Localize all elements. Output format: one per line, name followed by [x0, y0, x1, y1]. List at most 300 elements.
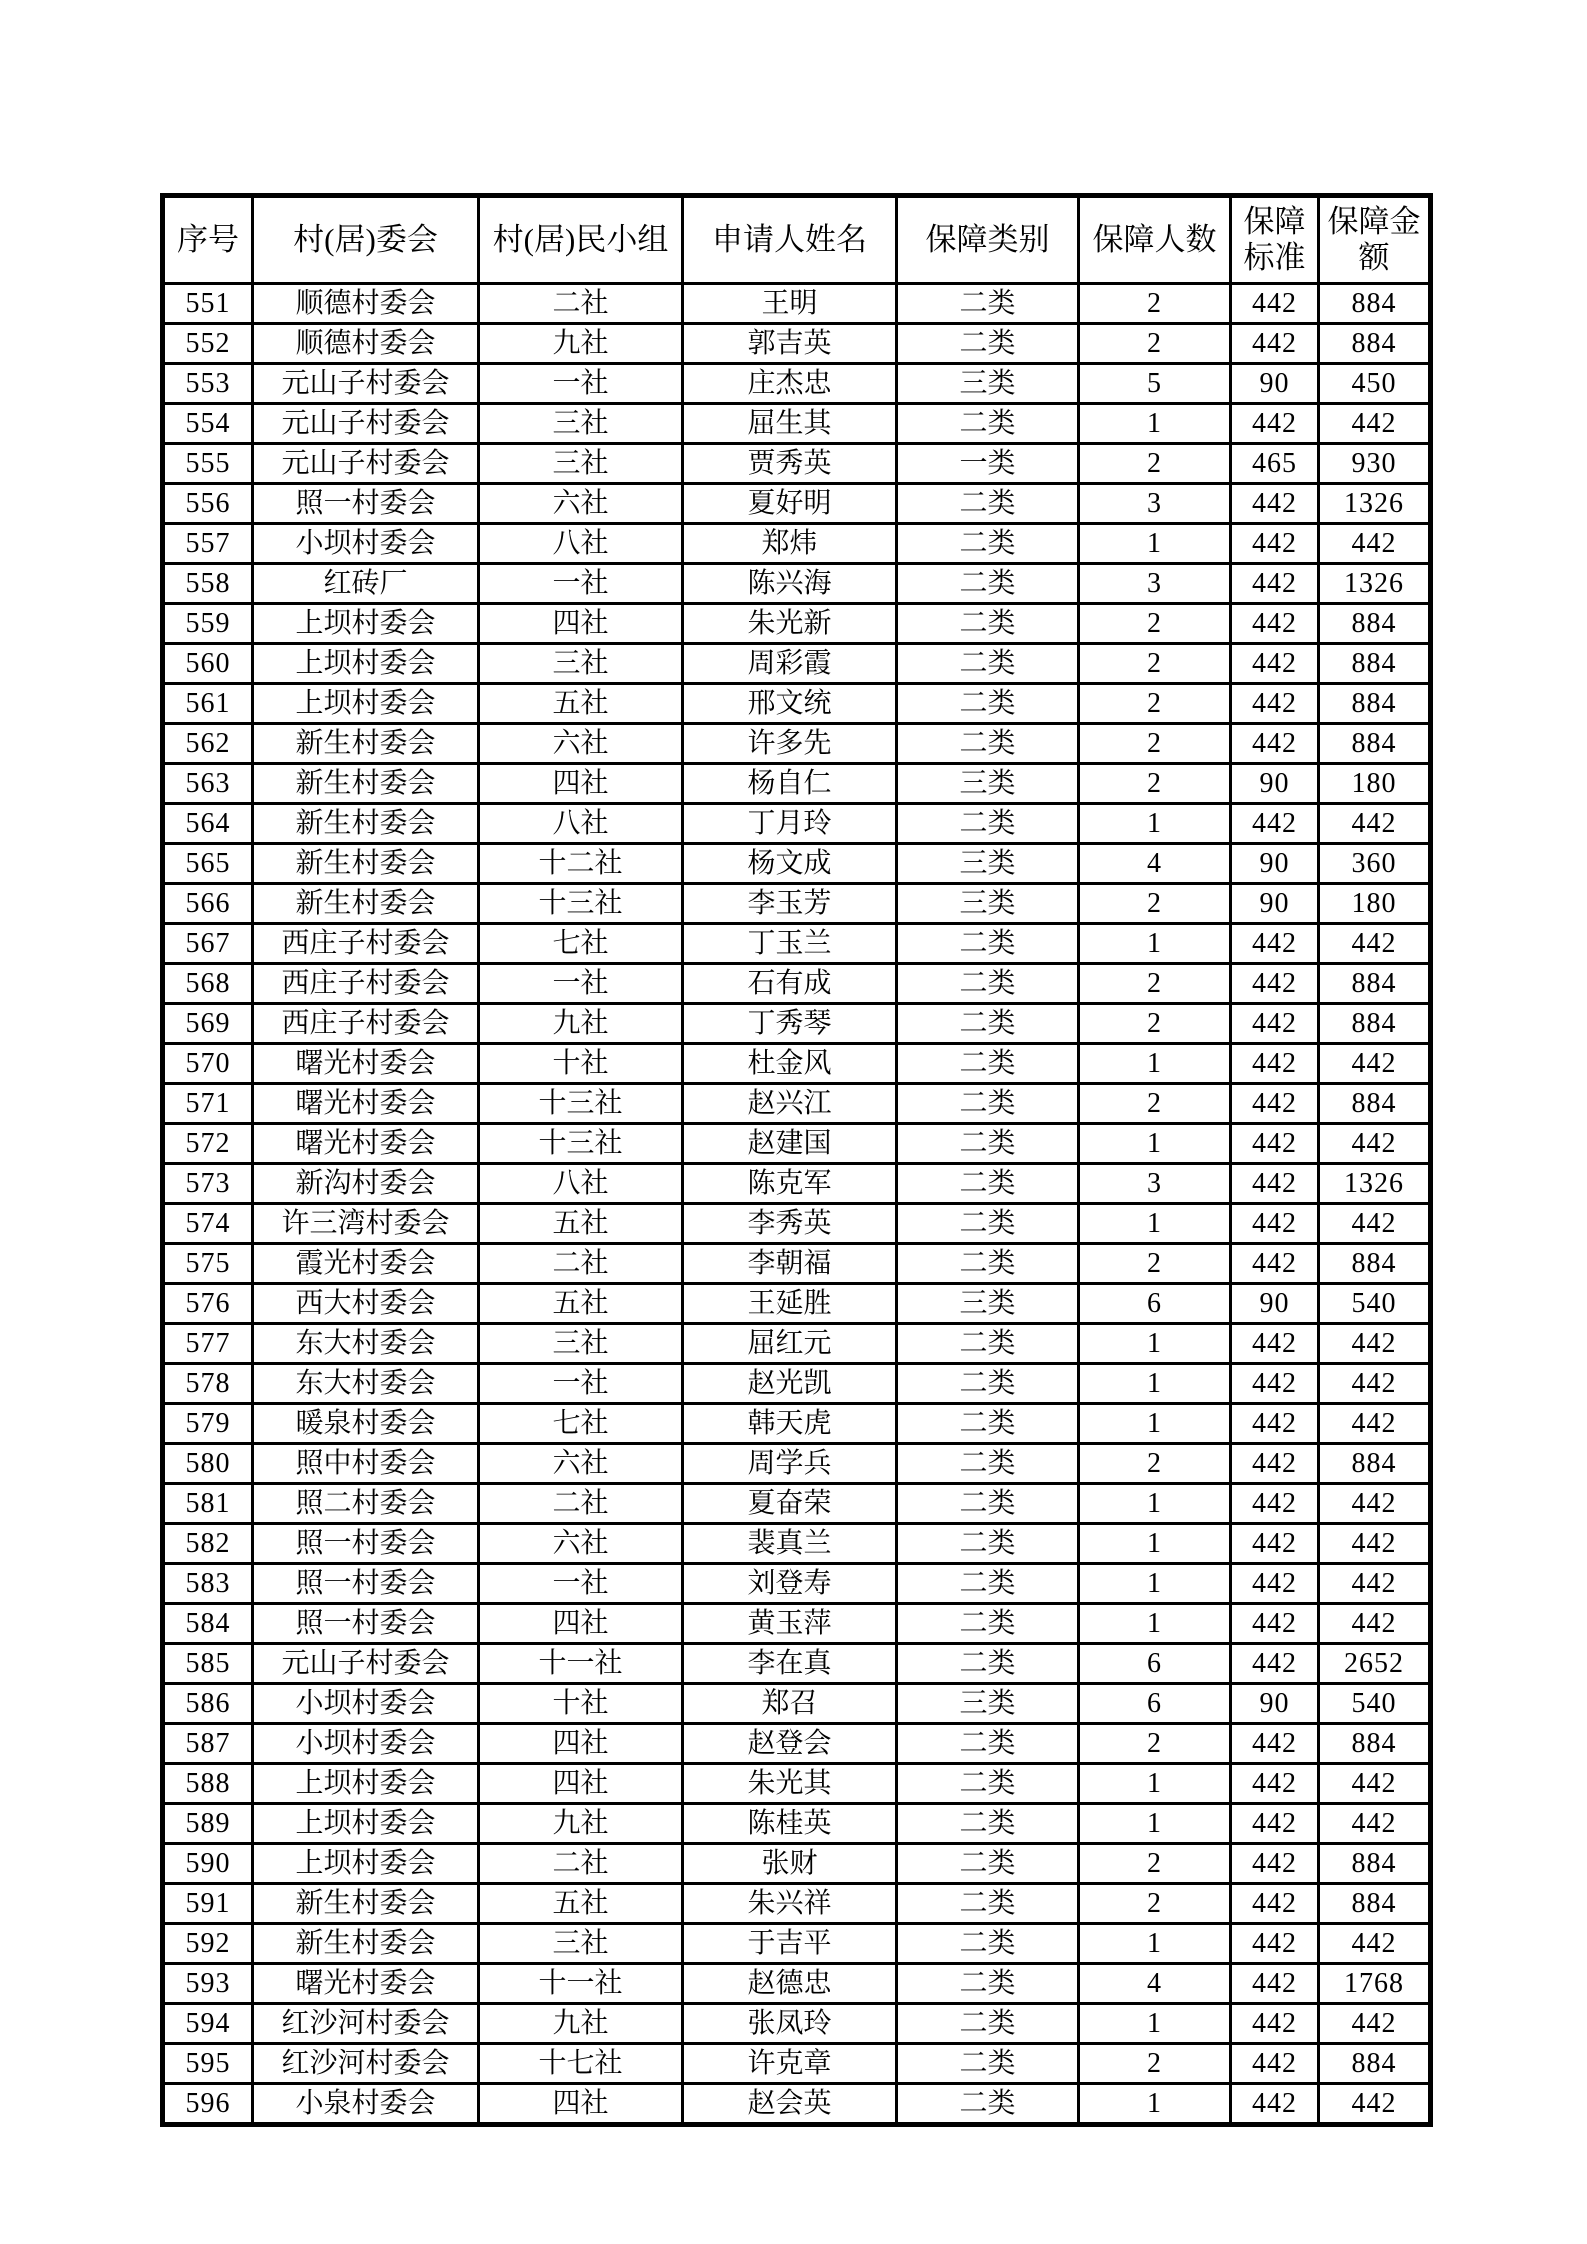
cell-amount: 884	[1319, 284, 1431, 324]
cell-index: 595	[163, 2044, 253, 2084]
table-row	[163, 1644, 1431, 1684]
cell-group: 六社	[479, 1524, 683, 1564]
cell-applicant: 杨文成	[683, 844, 897, 884]
cell-category: 二类	[897, 564, 1079, 604]
cell-amount: 884	[1319, 1884, 1431, 1924]
cell-amount: 884	[1319, 1084, 1431, 1124]
cell-category: 三类	[897, 364, 1079, 404]
cell-people: 6	[1079, 1684, 1231, 1724]
cell-category: 二类	[897, 604, 1079, 644]
cell-group: 六社	[479, 484, 683, 524]
table-row	[163, 1484, 1431, 1524]
cell-committee: 新生村委会	[253, 844, 479, 884]
cell-people: 2	[1079, 324, 1231, 364]
table-row	[163, 1444, 1431, 1484]
cell-committee: 顺德村委会	[253, 324, 479, 364]
cell-group: 九社	[479, 1804, 683, 1844]
cell-standard: 442	[1231, 1204, 1319, 1244]
cell-people: 2	[1079, 644, 1231, 684]
cell-group: 四社	[479, 764, 683, 804]
cell-index: 579	[163, 1404, 253, 1444]
cell-index: 556	[163, 484, 253, 524]
cell-standard: 442	[1231, 2084, 1319, 2125]
cell-index: 554	[163, 404, 253, 444]
cell-group: 三社	[479, 1324, 683, 1364]
cell-people: 4	[1079, 844, 1231, 884]
cell-category: 二类	[897, 1244, 1079, 1284]
cell-committee: 曙光村委会	[253, 1044, 479, 1084]
cell-amount: 884	[1319, 1724, 1431, 1764]
cell-committee: 红沙河村委会	[253, 2004, 479, 2044]
cell-index: 558	[163, 564, 253, 604]
table-row	[163, 724, 1431, 764]
cell-index: 577	[163, 1324, 253, 1364]
cell-standard: 442	[1231, 1604, 1319, 1644]
cell-standard: 442	[1231, 1724, 1319, 1764]
table-row	[163, 2044, 1431, 2084]
cell-committee: 照一村委会	[253, 1524, 479, 1564]
cell-applicant: 郑炜	[683, 524, 897, 564]
cell-applicant: 李秀英	[683, 1204, 897, 1244]
cell-amount: 442	[1319, 1804, 1431, 1844]
cell-applicant: 夏好明	[683, 484, 897, 524]
cell-amount: 1326	[1319, 1164, 1431, 1204]
cell-standard: 442	[1231, 1924, 1319, 1964]
cell-amount: 442	[1319, 1604, 1431, 1644]
cell-committee: 上坝村委会	[253, 604, 479, 644]
cell-group: 五社	[479, 1284, 683, 1324]
cell-group: 一社	[479, 1364, 683, 1404]
cell-category: 三类	[897, 844, 1079, 884]
cell-index: 581	[163, 1484, 253, 1524]
cell-amount: 442	[1319, 1124, 1431, 1164]
cell-amount: 442	[1319, 1404, 1431, 1444]
cell-standard: 90	[1231, 1684, 1319, 1724]
cell-group: 九社	[479, 1004, 683, 1044]
cell-amount: 442	[1319, 404, 1431, 444]
cell-index: 591	[163, 1884, 253, 1924]
cell-group: 六社	[479, 724, 683, 764]
table-row	[163, 1684, 1431, 1724]
cell-index: 552	[163, 324, 253, 364]
cell-applicant: 杜金风	[683, 1044, 897, 1084]
cell-committee: 小泉村委会	[253, 2084, 479, 2125]
cell-amount: 442	[1319, 2004, 1431, 2044]
cell-committee: 元山子村委会	[253, 444, 479, 484]
cell-applicant: 陈兴海	[683, 564, 897, 604]
cell-applicant: 杨自仁	[683, 764, 897, 804]
cell-people: 1	[1079, 1044, 1231, 1084]
cell-committee: 新生村委会	[253, 1924, 479, 1964]
table-row	[163, 444, 1431, 484]
column-header-category: 保障类别	[897, 196, 1079, 284]
cell-committee: 新沟村委会	[253, 1164, 479, 1204]
cell-group: 一社	[479, 1564, 683, 1604]
table-row	[163, 1324, 1431, 1364]
cell-standard: 442	[1231, 1484, 1319, 1524]
cell-index: 560	[163, 644, 253, 684]
cell-committee: 小坝村委会	[253, 1684, 479, 1724]
cell-standard: 442	[1231, 564, 1319, 604]
cell-people: 4	[1079, 1964, 1231, 2004]
cell-amount: 1326	[1319, 484, 1431, 524]
cell-group: 八社	[479, 804, 683, 844]
cell-group: 二社	[479, 1484, 683, 1524]
cell-category: 二类	[897, 1884, 1079, 1924]
table-row	[163, 924, 1431, 964]
cell-amount: 884	[1319, 2044, 1431, 2084]
cell-people: 2	[1079, 284, 1231, 324]
cell-category: 二类	[897, 324, 1079, 364]
cell-committee: 新生村委会	[253, 764, 479, 804]
cell-group: 四社	[479, 1724, 683, 1764]
cell-applicant: 李在真	[683, 1644, 897, 1684]
table-body	[163, 284, 1431, 2125]
cell-category: 二类	[897, 964, 1079, 1004]
table-row	[163, 524, 1431, 564]
cell-people: 2	[1079, 684, 1231, 724]
table-row	[163, 1364, 1431, 1404]
cell-committee: 照二村委会	[253, 1484, 479, 1524]
cell-standard: 442	[1231, 2044, 1319, 2084]
cell-standard: 442	[1231, 2004, 1319, 2044]
cell-amount: 180	[1319, 884, 1431, 924]
cell-category: 二类	[897, 1924, 1079, 1964]
cell-amount: 442	[1319, 1364, 1431, 1404]
table-row	[163, 1124, 1431, 1164]
cell-category: 二类	[897, 1804, 1079, 1844]
cell-applicant: 许多先	[683, 724, 897, 764]
table-row	[163, 1564, 1431, 1604]
cell-category: 二类	[897, 1164, 1079, 1204]
cell-applicant: 朱兴祥	[683, 1884, 897, 1924]
cell-index: 565	[163, 844, 253, 884]
cell-standard: 442	[1231, 524, 1319, 564]
cell-index: 582	[163, 1524, 253, 1564]
cell-people: 1	[1079, 1764, 1231, 1804]
cell-index: 589	[163, 1804, 253, 1844]
cell-category: 二类	[897, 1404, 1079, 1444]
cell-people: 1	[1079, 1564, 1231, 1604]
table-row	[163, 1724, 1431, 1764]
cell-applicant: 邢文统	[683, 684, 897, 724]
cell-index: 574	[163, 1204, 253, 1244]
cell-committee: 西庄子村委会	[253, 1004, 479, 1044]
cell-committee: 红砖厂	[253, 564, 479, 604]
table-row	[163, 804, 1431, 844]
cell-committee: 曙光村委会	[253, 1124, 479, 1164]
cell-applicant: 石有成	[683, 964, 897, 1004]
cell-index: 561	[163, 684, 253, 724]
cell-applicant: 朱光新	[683, 604, 897, 644]
cell-people: 2	[1079, 964, 1231, 1004]
cell-applicant: 张财	[683, 1844, 897, 1884]
cell-index: 590	[163, 1844, 253, 1884]
cell-applicant: 赵德忠	[683, 1964, 897, 2004]
cell-index: 575	[163, 1244, 253, 1284]
cell-standard: 442	[1231, 924, 1319, 964]
cell-category: 一类	[897, 444, 1079, 484]
cell-standard: 442	[1231, 404, 1319, 444]
cell-amount: 1326	[1319, 564, 1431, 604]
column-header-index: 序号	[163, 196, 253, 284]
cell-amount: 884	[1319, 684, 1431, 724]
cell-category: 二类	[897, 404, 1079, 444]
cell-people: 2	[1079, 1084, 1231, 1124]
cell-category: 三类	[897, 1284, 1079, 1324]
table-row	[163, 1244, 1431, 1284]
cell-committee: 西庄子村委会	[253, 924, 479, 964]
cell-applicant: 郑召	[683, 1684, 897, 1724]
cell-amount: 884	[1319, 1004, 1431, 1044]
cell-standard: 442	[1231, 1764, 1319, 1804]
cell-index: 592	[163, 1924, 253, 1964]
cell-people: 2	[1079, 444, 1231, 484]
cell-committee: 元山子村委会	[253, 364, 479, 404]
cell-index: 555	[163, 444, 253, 484]
table-row	[163, 1084, 1431, 1124]
cell-standard: 442	[1231, 484, 1319, 524]
cell-standard: 442	[1231, 684, 1319, 724]
cell-index: 594	[163, 2004, 253, 2044]
cell-amount: 442	[1319, 1204, 1431, 1244]
column-header-group: 村(居)民小组	[479, 196, 683, 284]
cell-standard: 442	[1231, 1124, 1319, 1164]
cell-standard: 442	[1231, 724, 1319, 764]
cell-standard: 442	[1231, 1804, 1319, 1844]
cell-group: 十二社	[479, 844, 683, 884]
cell-amount: 442	[1319, 1524, 1431, 1564]
table-row	[163, 1204, 1431, 1244]
cell-category: 二类	[897, 1484, 1079, 1524]
cell-committee: 上坝村委会	[253, 684, 479, 724]
cell-people: 1	[1079, 1524, 1231, 1564]
cell-index: 588	[163, 1764, 253, 1804]
cell-index: 576	[163, 1284, 253, 1324]
cell-index: 569	[163, 1004, 253, 1044]
table-header	[163, 196, 1431, 284]
cell-people: 1	[1079, 1124, 1231, 1164]
cell-applicant: 丁玉兰	[683, 924, 897, 964]
cell-category: 二类	[897, 1844, 1079, 1884]
cell-committee: 曙光村委会	[253, 1084, 479, 1124]
cell-group: 十一社	[479, 1964, 683, 2004]
table-row	[163, 404, 1431, 444]
table-row	[163, 764, 1431, 804]
cell-committee: 新生村委会	[253, 884, 479, 924]
cell-standard: 442	[1231, 1844, 1319, 1884]
cell-amount: 884	[1319, 724, 1431, 764]
cell-committee: 新生村委会	[253, 1884, 479, 1924]
cell-group: 二社	[479, 1844, 683, 1884]
cell-committee: 许三湾村委会	[253, 1204, 479, 1244]
cell-amount: 442	[1319, 1924, 1431, 1964]
cell-amount: 540	[1319, 1284, 1431, 1324]
cell-applicant: 黄玉萍	[683, 1604, 897, 1644]
cell-group: 十三社	[479, 1124, 683, 1164]
benefit-roster-table	[160, 193, 1433, 2127]
cell-committee: 东大村委会	[253, 1324, 479, 1364]
cell-group: 一社	[479, 564, 683, 604]
table-row	[163, 1404, 1431, 1444]
table-row	[163, 1604, 1431, 1644]
cell-applicant: 陈桂英	[683, 1804, 897, 1844]
cell-category: 二类	[897, 1204, 1079, 1244]
cell-category: 二类	[897, 1564, 1079, 1604]
table-row	[163, 1844, 1431, 1884]
cell-group: 五社	[479, 1884, 683, 1924]
cell-group: 六社	[479, 1444, 683, 1484]
cell-index: 583	[163, 1564, 253, 1604]
cell-category: 三类	[897, 764, 1079, 804]
cell-category: 二类	[897, 1084, 1079, 1124]
table-row	[163, 684, 1431, 724]
cell-standard: 442	[1231, 1364, 1319, 1404]
cell-amount: 442	[1319, 1324, 1431, 1364]
table-row	[163, 364, 1431, 404]
column-header-amount: 保障金额	[1319, 196, 1431, 284]
table-row	[163, 644, 1431, 684]
table-row	[163, 324, 1431, 364]
cell-amount: 884	[1319, 1244, 1431, 1284]
cell-amount: 442	[1319, 924, 1431, 964]
cell-amount: 930	[1319, 444, 1431, 484]
cell-people: 2	[1079, 1844, 1231, 1884]
cell-standard: 442	[1231, 324, 1319, 364]
cell-standard: 90	[1231, 364, 1319, 404]
cell-group: 五社	[479, 684, 683, 724]
cell-amount: 540	[1319, 1684, 1431, 1724]
table-row	[163, 1804, 1431, 1844]
cell-standard: 442	[1231, 1644, 1319, 1684]
cell-applicant: 屈红元	[683, 1324, 897, 1364]
cell-group: 四社	[479, 1764, 683, 1804]
table-row	[163, 1164, 1431, 1204]
cell-amount: 884	[1319, 604, 1431, 644]
cell-amount: 442	[1319, 524, 1431, 564]
cell-group: 十三社	[479, 884, 683, 924]
cell-category: 二类	[897, 284, 1079, 324]
cell-committee: 上坝村委会	[253, 644, 479, 684]
cell-standard: 442	[1231, 1164, 1319, 1204]
cell-committee: 曙光村委会	[253, 1964, 479, 2004]
cell-people: 1	[1079, 1364, 1231, 1404]
cell-applicant: 陈克军	[683, 1164, 897, 1204]
cell-applicant: 贾秀英	[683, 444, 897, 484]
cell-people: 3	[1079, 1164, 1231, 1204]
cell-amount: 442	[1319, 1484, 1431, 1524]
cell-group: 十一社	[479, 1644, 683, 1684]
cell-people: 2	[1079, 1724, 1231, 1764]
cell-committee: 小坝村委会	[253, 524, 479, 564]
table-row	[163, 964, 1431, 1004]
cell-amount: 884	[1319, 1844, 1431, 1884]
column-header-committee: 村(居)委会	[253, 196, 479, 284]
cell-amount: 360	[1319, 844, 1431, 884]
table-row	[163, 2084, 1431, 2125]
cell-people: 1	[1079, 404, 1231, 444]
cell-committee: 照一村委会	[253, 484, 479, 524]
cell-amount: 442	[1319, 1764, 1431, 1804]
cell-standard: 90	[1231, 764, 1319, 804]
table-row	[163, 1764, 1431, 1804]
cell-committee: 新生村委会	[253, 804, 479, 844]
cell-people: 6	[1079, 1644, 1231, 1684]
cell-committee: 上坝村委会	[253, 1844, 479, 1884]
cell-applicant: 丁月玲	[683, 804, 897, 844]
cell-applicant: 许克章	[683, 2044, 897, 2084]
cell-people: 2	[1079, 884, 1231, 924]
cell-category: 二类	[897, 1764, 1079, 1804]
cell-committee: 照中村委会	[253, 1444, 479, 1484]
cell-standard: 442	[1231, 284, 1319, 324]
cell-applicant: 王明	[683, 284, 897, 324]
cell-index: 553	[163, 364, 253, 404]
cell-category: 二类	[897, 1124, 1079, 1164]
cell-applicant: 夏奋荣	[683, 1484, 897, 1524]
cell-standard: 442	[1231, 1884, 1319, 1924]
cell-committee: 西庄子村委会	[253, 964, 479, 1004]
cell-category: 三类	[897, 1684, 1079, 1724]
table-row	[163, 1004, 1431, 1044]
cell-people: 2	[1079, 1444, 1231, 1484]
cell-amount: 442	[1319, 804, 1431, 844]
cell-category: 二类	[897, 804, 1079, 844]
cell-committee: 照一村委会	[253, 1564, 479, 1604]
cell-committee: 上坝村委会	[253, 1764, 479, 1804]
cell-amount: 442	[1319, 1564, 1431, 1604]
cell-category: 二类	[897, 1964, 1079, 2004]
cell-group: 八社	[479, 1164, 683, 1204]
cell-category: 二类	[897, 1524, 1079, 1564]
cell-people: 1	[1079, 1484, 1231, 1524]
cell-standard: 442	[1231, 1524, 1319, 1564]
cell-category: 二类	[897, 1364, 1079, 1404]
cell-people: 1	[1079, 1204, 1231, 1244]
cell-applicant: 赵兴江	[683, 1084, 897, 1124]
cell-people: 2	[1079, 2044, 1231, 2084]
table-row	[163, 1964, 1431, 2004]
cell-people: 2	[1079, 764, 1231, 804]
cell-category: 二类	[897, 1724, 1079, 1764]
cell-people: 3	[1079, 564, 1231, 604]
cell-applicant: 丁秀琴	[683, 1004, 897, 1044]
cell-amount: 180	[1319, 764, 1431, 804]
cell-index: 567	[163, 924, 253, 964]
table-row	[163, 1284, 1431, 1324]
table-row	[163, 1524, 1431, 1564]
cell-index: 573	[163, 1164, 253, 1204]
cell-category: 二类	[897, 924, 1079, 964]
cell-index: 559	[163, 604, 253, 644]
cell-people: 1	[1079, 1604, 1231, 1644]
cell-applicant: 周彩霞	[683, 644, 897, 684]
cell-committee: 小坝村委会	[253, 1724, 479, 1764]
cell-group: 二社	[479, 1244, 683, 1284]
cell-group: 九社	[479, 2004, 683, 2044]
cell-standard: 442	[1231, 644, 1319, 684]
cell-applicant: 赵登会	[683, 1724, 897, 1764]
cell-index: 562	[163, 724, 253, 764]
cell-amount: 1768	[1319, 1964, 1431, 2004]
cell-applicant: 王延胜	[683, 1284, 897, 1324]
cell-group: 一社	[479, 964, 683, 1004]
cell-applicant: 李玉芳	[683, 884, 897, 924]
cell-index: 585	[163, 1644, 253, 1684]
cell-people: 1	[1079, 1404, 1231, 1444]
cell-group: 二社	[479, 284, 683, 324]
cell-category: 二类	[897, 1044, 1079, 1084]
